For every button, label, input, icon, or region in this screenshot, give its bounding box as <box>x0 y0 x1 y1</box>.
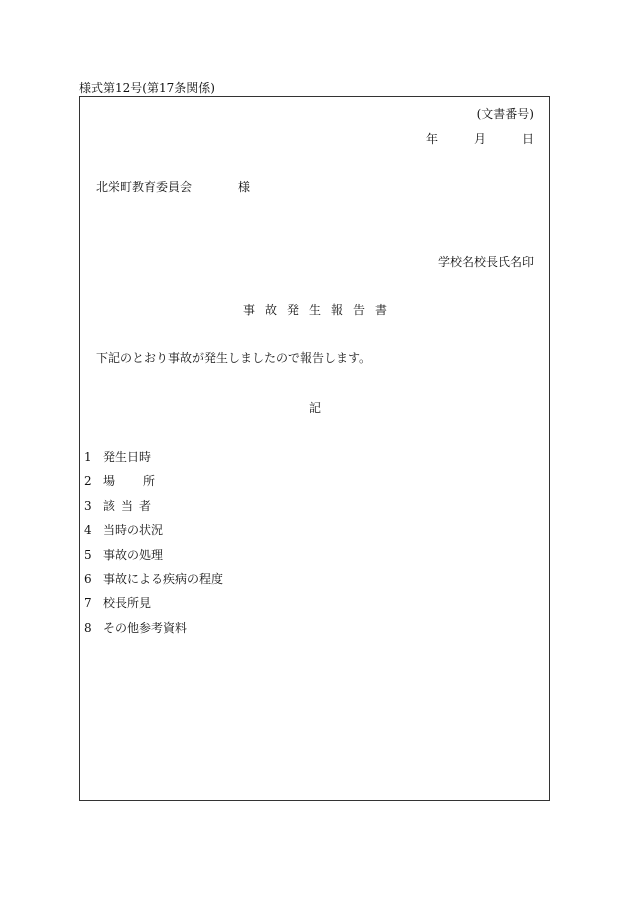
item-label: その他参考資料 <box>103 620 188 635</box>
item-number: 6 <box>84 571 92 586</box>
addressee-honorific: 様 <box>238 180 251 194</box>
form-label: 様式第12号(第17条関係) <box>79 81 215 95</box>
ki-heading: 記 <box>308 401 321 415</box>
item-number: 3 <box>84 498 92 513</box>
item-number: 1 <box>84 450 92 464</box>
list-item <box>84 549 223 573</box>
date-line <box>426 133 534 145</box>
addressee-name: 北栄町教育委員会 <box>96 180 193 194</box>
item-number: 2 <box>84 474 92 489</box>
item-label-part: 所 <box>143 474 156 489</box>
document-title: 事故発生報告書 <box>242 303 397 317</box>
item-label: 事故の処理 <box>103 547 164 562</box>
addressee <box>96 181 250 193</box>
list-item <box>84 475 223 499</box>
item-number: 8 <box>84 620 92 635</box>
list-item <box>84 573 223 597</box>
item-label: 発生日時 <box>103 450 152 464</box>
list-item <box>84 597 223 621</box>
sender-signature: 学校名校長氏名印 <box>437 255 534 269</box>
list-item <box>84 524 223 548</box>
item-number: 7 <box>84 596 92 611</box>
list-item <box>84 622 223 646</box>
report-frame <box>79 96 550 801</box>
item-number: 5 <box>84 547 92 562</box>
date-month: 月 <box>473 132 486 146</box>
item-label: 該当者 <box>103 498 158 513</box>
item-list <box>84 451 223 646</box>
list-item <box>84 500 223 524</box>
date-year: 年 <box>425 132 438 146</box>
document-number: (文書番号) <box>476 107 534 121</box>
item-label: 校長所見 <box>103 596 152 611</box>
intro-text: 下記のとおり事故が発生しましたので報告します。 <box>96 351 372 365</box>
item-label-part: 場 <box>103 474 116 489</box>
list-item <box>84 451 223 475</box>
item-label: 事故による疾病の程度 <box>103 571 224 586</box>
item-number: 4 <box>84 523 92 538</box>
date-day: 日 <box>521 132 534 146</box>
item-label: 当時の状況 <box>103 523 164 538</box>
